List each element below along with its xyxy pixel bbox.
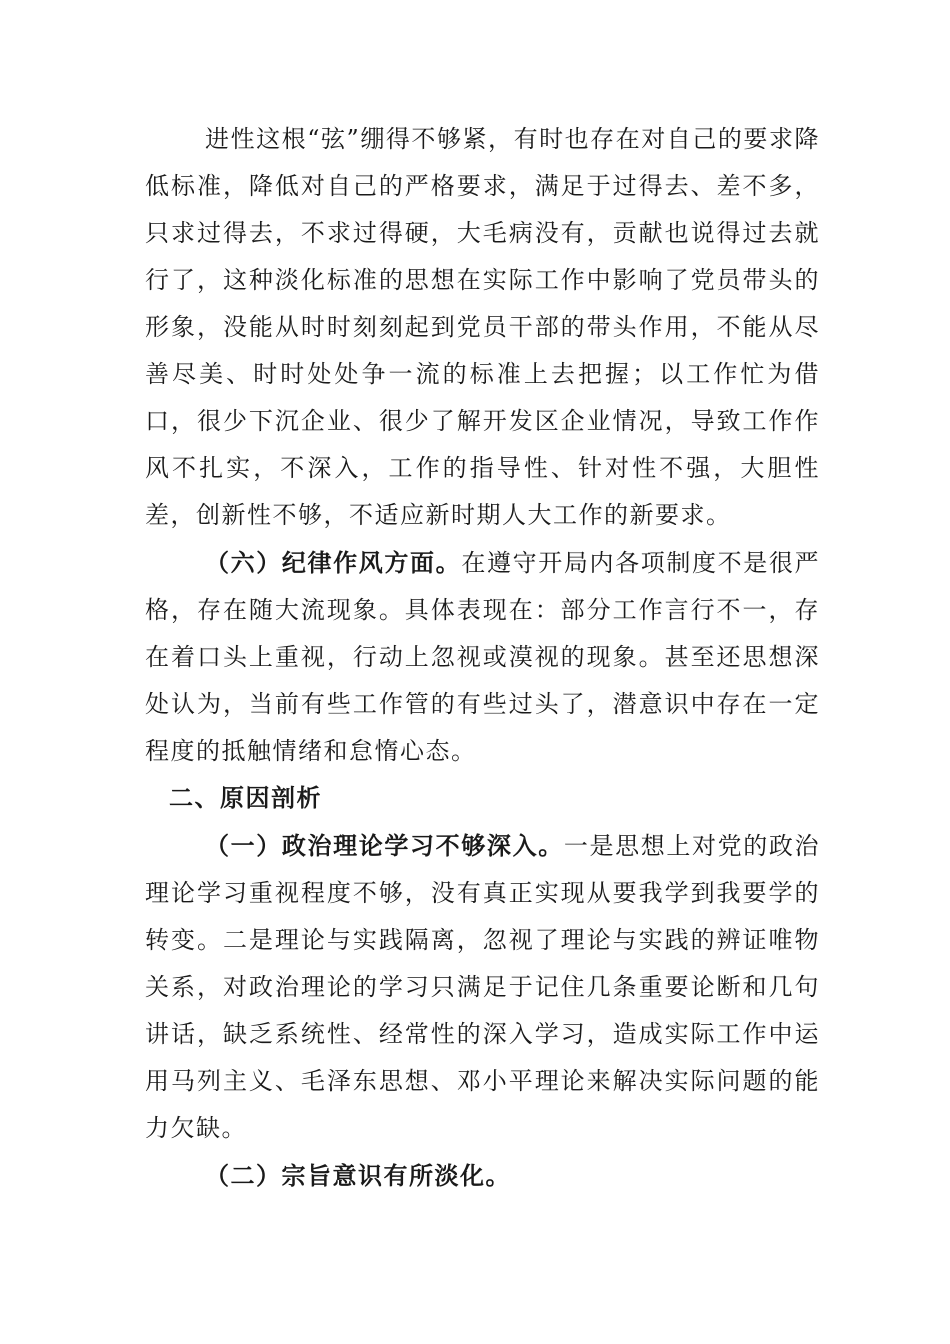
- section-discipline: [145, 539, 820, 775]
- heading-cause-analysis: 二、原因剖析: [169, 784, 322, 812]
- cause-purpose-awareness: [145, 1152, 820, 1200]
- cause-title: （一）政治理论学习不够深入。: [205, 831, 564, 860]
- document-body: [145, 116, 820, 1200]
- section-title: （六）纪律作风方面。: [205, 548, 462, 577]
- cause-title: （二）宗旨意识有所淡化。: [205, 1161, 511, 1190]
- cause-body: 一是思想上对党的政治理论学习重视程度不够，没有真正实现从要我学到我要学的转变。二是理论与实践隔离，忽视了理论与实践的辨证唯物关系，对政治理论的学习只满足于记住几条重要论断和几句讲话，缺乏系统性、经常性的深入学习，造成实际工作中运用马列主义、毛泽东思想、邓小平理论来解决实际问题的能力欠缺。: [145, 832, 821, 1142]
- paragraph-text: 进性这根“弦”绷得不够紧，有时也存在对自己的要求降低标准，降低对自己的严格要求，满足于过得去、差不多，只求过得去，不求过得硬，大毛病没有，贡献也说得过去就行了，这种淡化标准的思想在实际工作中影响了党员带头的形象，没能从时时刻刻起到党员干部的带头作用，不能从尽善尽美、时时处处争一流的标准上去把握；以工作忙为借口，很少下沉企业、很少了解开发区企业情况，导致工作作风不扎实，不深入，工作的指导性、针对性不强，大胆性差，创新性不够，不适应新时期人大工作的新要求。: [145, 125, 820, 529]
- paragraph-continuation: [145, 116, 820, 539]
- section-body: 在遵守开局内各项制度不是很严格，存在随大流现象。具体表现在：部分工作言行不一，存在着口头上重视，行动上忽视或漠视的现象。甚至还思想深处认为，当前有些工作管的有些过头了，潜意识中存在一定程度的抵触情绪和怠惰心态。: [145, 549, 821, 765]
- cause-political-theory: [145, 822, 820, 1152]
